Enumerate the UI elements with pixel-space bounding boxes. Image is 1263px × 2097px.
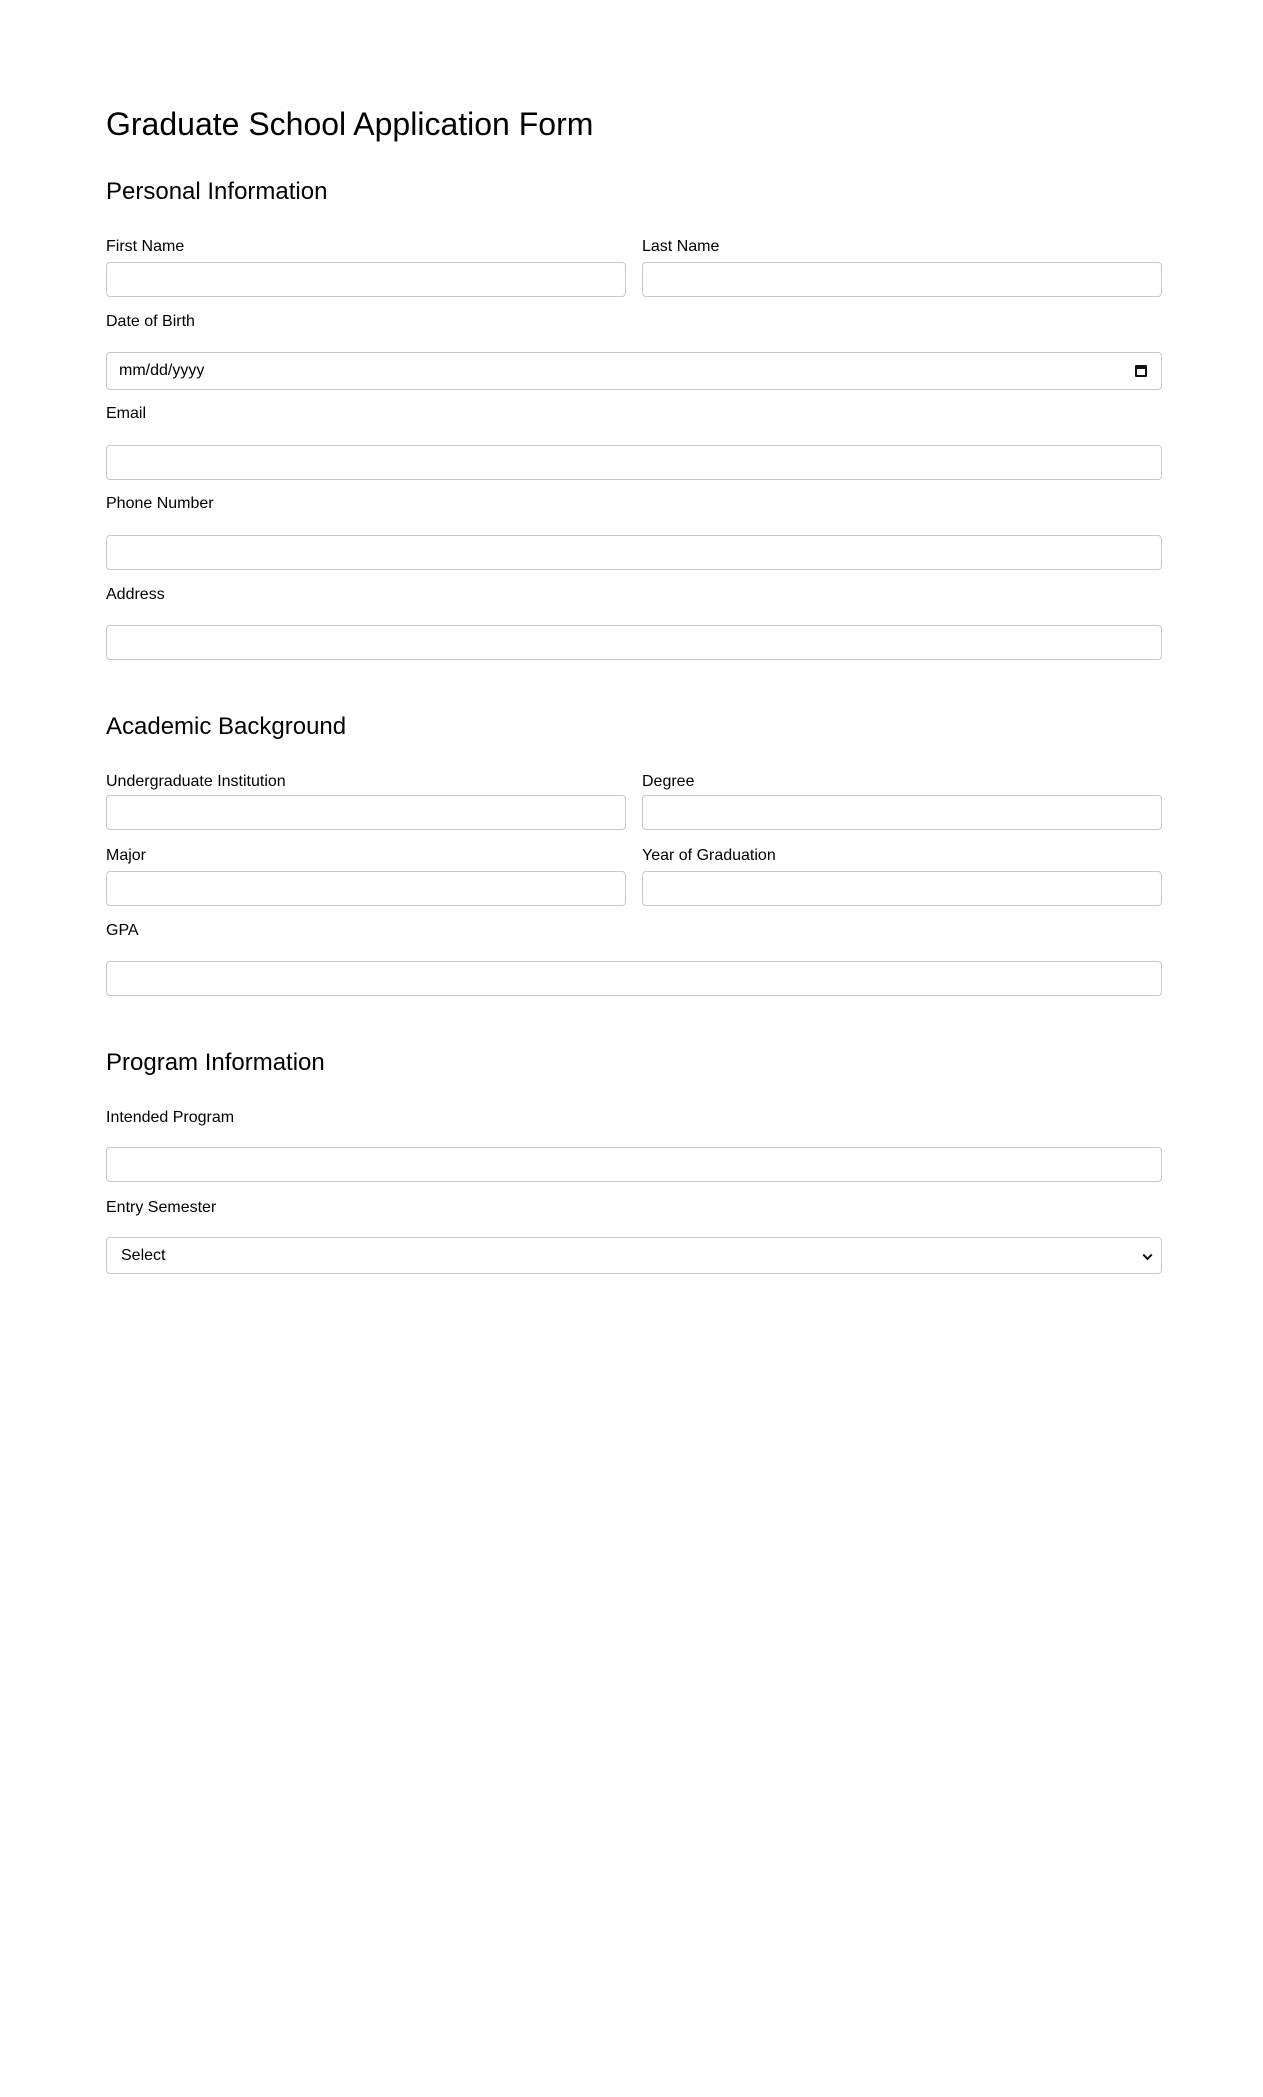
last-name-input[interactable] [642, 262, 1162, 297]
email-label: Email [106, 405, 147, 422]
email-input[interactable] [106, 445, 1162, 480]
page-title: Graduate School Application Form [106, 106, 594, 142]
intended-program-label: Intended Program [106, 1109, 235, 1126]
major-input[interactable] [106, 871, 626, 906]
graduation-year-input[interactable] [642, 871, 1162, 906]
phone-input[interactable] [106, 535, 1162, 570]
entry-semester-label: Entry Semester [106, 1199, 217, 1216]
section-heading-personal: Personal Information [106, 178, 328, 205]
gpa-label: GPA [106, 922, 139, 939]
gpa-input[interactable] [106, 961, 1162, 996]
intended-program-input[interactable] [106, 1147, 1162, 1182]
address-input[interactable] [106, 625, 1162, 660]
entry-semester-select[interactable] [106, 1237, 1162, 1274]
first-name-input[interactable] [106, 262, 626, 297]
dob-input[interactable] [106, 352, 1162, 390]
phone-label: Phone Number [106, 495, 214, 512]
address-label: Address [106, 586, 165, 603]
degree-input[interactable] [642, 795, 1162, 830]
dob-label: Date of Birth [106, 313, 195, 330]
calendar-icon[interactable] [1135, 365, 1147, 377]
graduation-year-label: Year of Graduation [642, 847, 776, 864]
chevron-down-icon [1143, 1250, 1153, 1260]
institution-label: Undergraduate Institution [106, 773, 286, 790]
degree-label: Degree [642, 773, 695, 790]
first-name-label: First Name [106, 238, 185, 255]
major-label: Major [106, 847, 147, 864]
entry-semester-selected: Select [121, 1246, 166, 1264]
section-heading-program: Program Information [106, 1049, 325, 1076]
section-heading-academic: Academic Background [106, 713, 347, 740]
dob-placeholder: mm/dd/yyyy [119, 362, 205, 379]
institution-input[interactable] [106, 795, 626, 830]
last-name-label: Last Name [642, 238, 720, 255]
